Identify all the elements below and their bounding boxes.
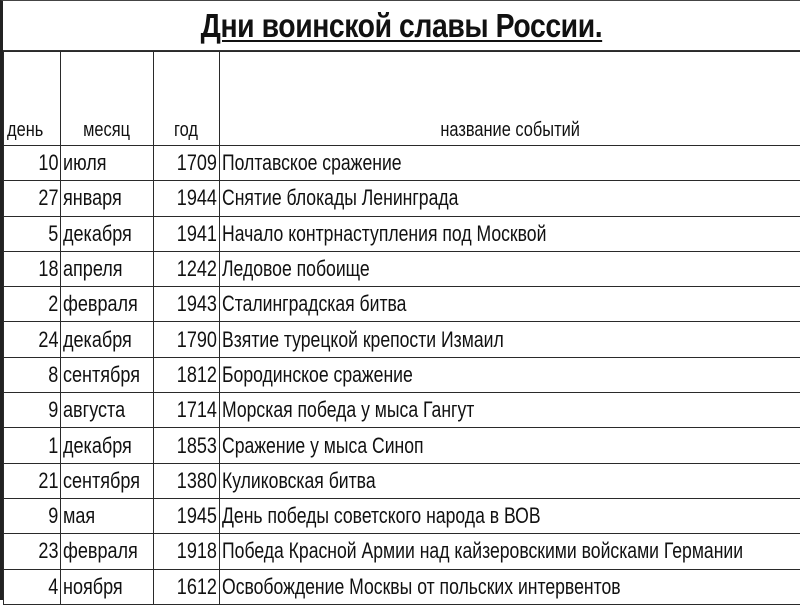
cell-day: 18: [4, 251, 61, 286]
table-row: [4, 322, 800, 357]
table-row: [4, 534, 800, 569]
cell-event-name: Морская победа у мыса Гангут: [220, 393, 800, 428]
cell-year: 1380: [154, 463, 220, 498]
cell-month: сентября: [61, 463, 154, 498]
cell-event-name: Освобождение Москвы от польских интервентов: [220, 569, 800, 604]
cell-year: 1709: [154, 146, 220, 181]
cell-day: 21: [4, 463, 61, 498]
table-row: [4, 216, 800, 251]
cell-day: 9: [4, 498, 61, 533]
table-row: [4, 146, 800, 181]
column-header-event-name: название событий: [220, 52, 800, 146]
cell-day: 5: [4, 216, 61, 251]
table-row: [4, 251, 800, 286]
cell-month: февраля: [61, 534, 154, 569]
cell-year: 1790: [154, 322, 220, 357]
cell-day: 10: [4, 146, 61, 181]
cell-year: 1812: [154, 357, 220, 392]
cell-month: января: [61, 181, 154, 216]
cell-year: 1944: [154, 181, 220, 216]
cell-event-name: День победы советского народа в ВОВ: [220, 498, 800, 533]
cell-event-name: Полтавское сражение: [220, 146, 800, 181]
table-row: [4, 181, 800, 216]
cell-year: 1945: [154, 498, 220, 533]
events-table: [3, 51, 800, 605]
table-row: [4, 498, 800, 533]
table-row: [4, 428, 800, 463]
title-row: [3, 1, 800, 51]
cell-day: 1: [4, 428, 61, 463]
cell-year: 1714: [154, 393, 220, 428]
cell-month: мая: [61, 498, 154, 533]
cell-year: 1612: [154, 569, 220, 604]
cell-event-name: Бородинское сражение: [220, 357, 800, 392]
cell-month: декабря: [61, 428, 154, 463]
table-row: [4, 393, 800, 428]
cell-year: 1943: [154, 287, 220, 322]
table-row: [4, 569, 800, 604]
cell-year: 1941: [154, 216, 220, 251]
cell-month: апреля: [61, 251, 154, 286]
table-row: [4, 463, 800, 498]
cell-day: 2: [4, 287, 61, 322]
cell-day: 8: [4, 357, 61, 392]
column-header-month: месяц: [61, 52, 154, 146]
cell-year: 1853: [154, 428, 220, 463]
cell-month: июля: [61, 146, 154, 181]
cell-event-name: Куликовская битва: [220, 463, 800, 498]
table-header-row: [4, 52, 800, 146]
cell-month: августа: [61, 393, 154, 428]
cell-day: 4: [4, 569, 61, 604]
cell-event-name: Победа Красной Армии над кайзеровскими войсками Германии: [220, 534, 800, 569]
cell-month: февраля: [61, 287, 154, 322]
cell-month: декабря: [61, 322, 154, 357]
cell-month: декабря: [61, 216, 154, 251]
cell-event-name: Сталинградская битва: [220, 287, 800, 322]
cell-year: 1242: [154, 251, 220, 286]
cell-day: 9: [4, 393, 61, 428]
cell-month: сентября: [61, 357, 154, 392]
column-header-year: год: [154, 52, 220, 146]
cell-day: 24: [4, 322, 61, 357]
cell-event-name: Взятие турецкой крепости Измаил: [220, 322, 800, 357]
cell-day: 23: [4, 534, 61, 569]
cell-event-name: Ледовое побоище: [220, 251, 800, 286]
column-header-day: день: [4, 52, 61, 146]
table-row: [4, 357, 800, 392]
page-title: Дни воинской славы России.: [201, 7, 602, 45]
cell-event-name: Снятие блокады Ленинграда: [220, 181, 800, 216]
cell-day: 27: [4, 181, 61, 216]
table-row: [4, 287, 800, 322]
cell-event-name: Сражение у мыса Синоп: [220, 428, 800, 463]
cell-event-name: Начало контрнаступления под Москвой: [220, 216, 800, 251]
cell-month: ноября: [61, 569, 154, 604]
cell-year: 1918: [154, 534, 220, 569]
